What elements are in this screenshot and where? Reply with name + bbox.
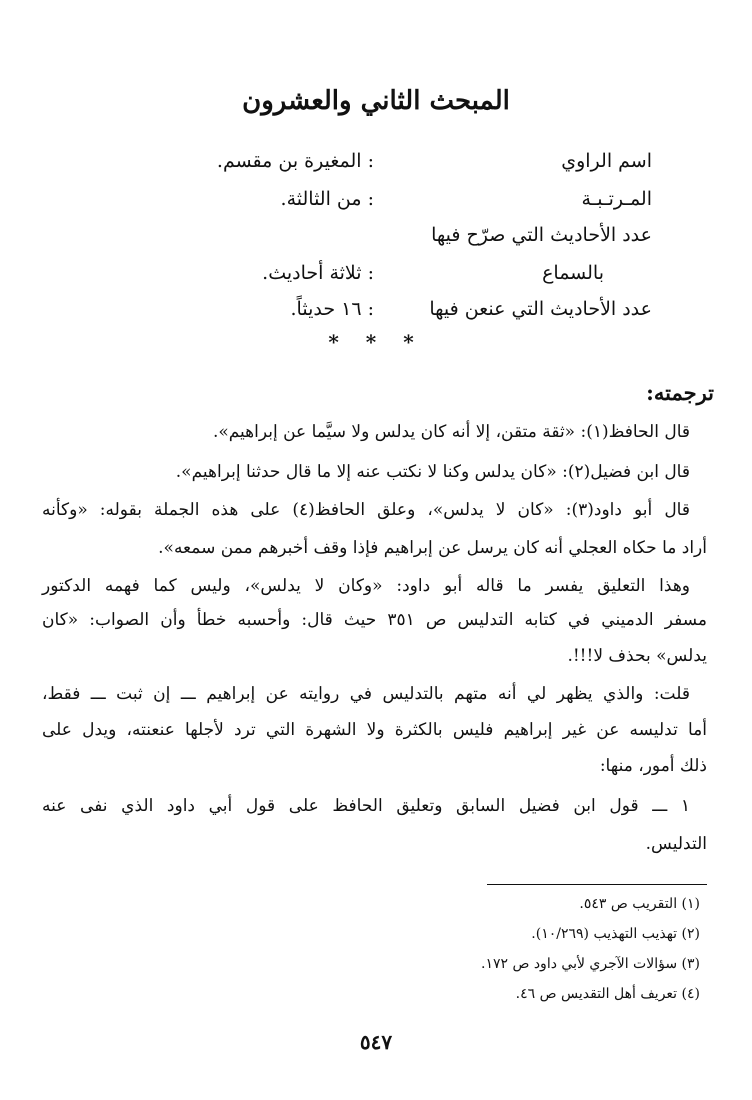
footnote: (١) التقريب ص ٥٤٣.	[579, 896, 700, 912]
rank-value: : من الثالثة.	[280, 188, 374, 210]
anan-count-label: عدد الأحاديث التي عنعن فيها	[429, 298, 652, 320]
text-line: قال أبو داود(٣): «كان لا يدلس»، وعلق الحافظ(٤) على هذه الجملة بقوله: «وكأنه	[42, 500, 690, 520]
text-line: مسفر الدميني في كتابه التدليس ص ٣٥١ حيث قال: وأحسبه خطأ وأن الصواب: «كان	[42, 610, 707, 630]
text-line: التدليس.	[645, 834, 707, 854]
text-line: وهذا التعليق يفسر ما قاله أبو داود: «وكان لا يدلس»، وليس كما فهمه الدكتور	[42, 576, 690, 596]
footnote: (٢) تهذيب التهذيب (١٠/٢٦٩).	[531, 926, 700, 942]
text-line: أراد ما حكاه العجلي أنه كان يرسل عن إبراهيم فإذا وقف أخبرهم ممن سمعه».	[158, 538, 707, 558]
narrator-value: : المغيرة بن مقسم.	[216, 150, 374, 172]
explicit-count-label: عدد الأحاديث التي صرّح فيها	[431, 224, 652, 246]
narrator-label: اسم الراوي	[561, 150, 652, 172]
section-heading: ترجمته:	[646, 380, 714, 405]
text-line: قلت: والذي يظهر لي أنه متهم بالتدليس في روايته عن إبراهيم ـــ إن ثبت ـــ فقط،	[42, 684, 690, 704]
text-line: أما تدليسه عن غير إبراهيم فليس بالكثرة ولا الشهرة التي ترد لأجلها عنعنته، ويدل على	[42, 720, 707, 740]
footnote-divider	[487, 884, 707, 885]
footnote: (٣) سؤالات الآجري لأبي داود ص ١٧٢.	[480, 956, 700, 972]
text-line: يدلس» بحذف لا!!!.	[567, 646, 707, 666]
text-line: قال ابن فضيل(٢): «كان يدلس وكنا لا نكتب عنه إلا ما قال حدثنا إبراهيم».	[175, 462, 690, 482]
anan-count-value: : ١٦ حديثاً.	[290, 298, 374, 320]
footnote: (٤) تعريف أهل التقديس ص ٤٦.	[515, 986, 700, 1002]
section-separator: * * *	[328, 330, 424, 354]
explicit-count-label-cont: بالسماع	[542, 262, 604, 284]
text-line: قال الحافظ(١): «ثقة متقن، إلا أنه كان يدلس ولا سيَّما عن إبراهيم».	[212, 422, 690, 442]
chapter-title: المبحث الثاني والعشرون	[242, 86, 510, 116]
explicit-count-value: : ثلاثة أحاديث.	[262, 262, 374, 284]
page-number: ٥٤٧	[359, 1030, 393, 1054]
text-line: ذلك أمور، منها:	[599, 756, 707, 776]
text-line: ١ ـــ قول ابن فضيل السابق وتعليق الحافظ على قول أبي داود الذي نفى عنه	[42, 796, 690, 816]
rank-label: المـرتـبـة	[581, 188, 652, 210]
